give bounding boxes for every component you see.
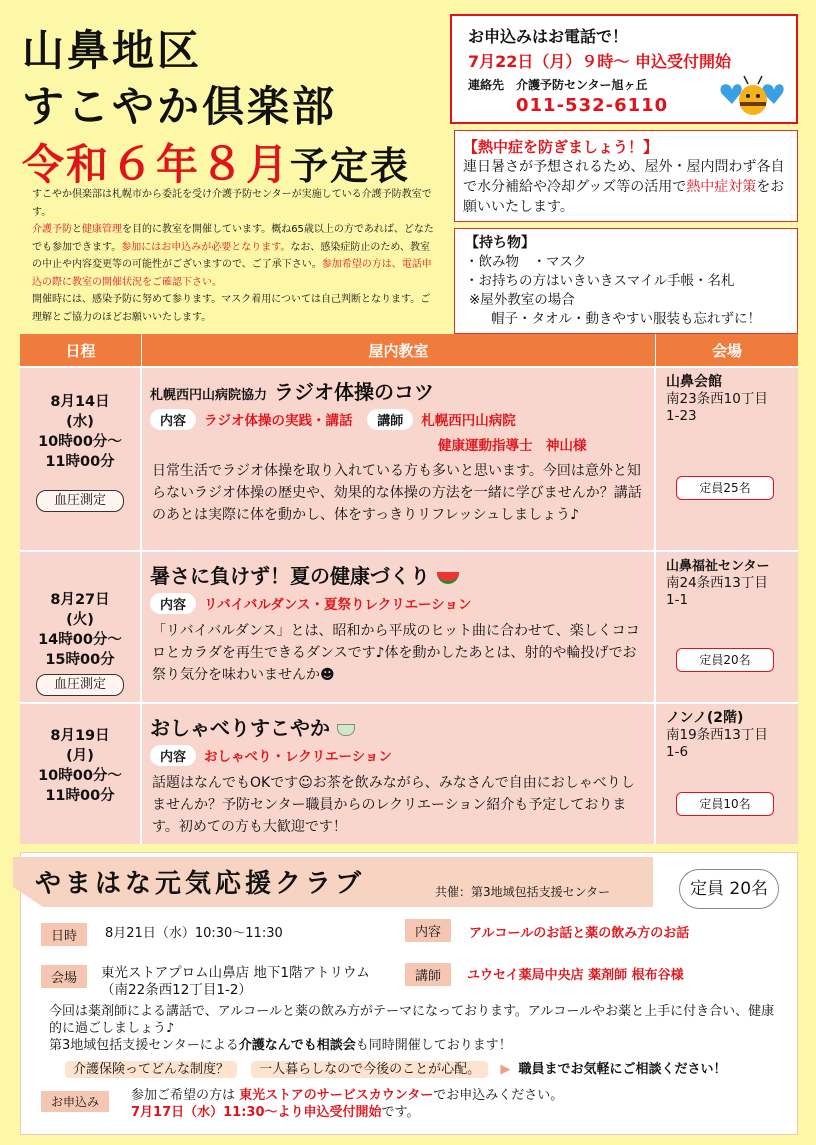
club-apply-label: お申込み — [41, 1091, 109, 1112]
schedule-table — [20, 334, 798, 844]
event-title: おしゃべりすこやか — [150, 712, 654, 741]
venue-name: 山鼻福祉センター — [666, 559, 770, 574]
mascot-bee-icon — [716, 72, 788, 120]
event-date: 8月19日 (月) 10時00分～ 11時00分 — [38, 728, 122, 804]
intro-text: すこやか倶楽部は札幌市から委託を受け介護予防センターが実施している介護予防教室です。 介護予防と健康管理を目的に教室を開催しています。概ね65歳以上の方であれば、どなたでも参加できます。参加にはお申込みが必要となります。なお、感染症防止のため、教室の中止や内容変更等の可能性がございますので、ご了承下さい。参加希望の方は、電話申込の際に教室の開催状況をご確認下さい。 開催時には、感染予防に努めて参ります。マスク着用については自己判断となります。ご理解とご協力のほどお願いいたします。 — [32, 189, 434, 323]
title-line1: 山鼻地区 — [22, 26, 203, 75]
capacity-badge: 定員25名 — [676, 476, 774, 500]
header-date: 日程 — [20, 334, 142, 366]
phone-box — [450, 14, 798, 124]
event-description: 話題はなんでもOKです☺お茶を飲みながら、みなさんで自由におしゃべりしませんか？予防センター職員からのレクリエーション紹介も予定しております。初めての方も大歓迎です！ — [152, 775, 635, 835]
club-section — [20, 852, 798, 1135]
club-description: 今回は薬剤師による講話で、アルコールと薬の飲み方がテーマになっております。アルコールやお薬と上手に付き合い、健康的に過ごしましょう♪ 第3地域包括支援センターによる介護なんでも相談会も同時開催しております！ — [49, 1004, 775, 1053]
event-description: 「リバイバルダンス」とは、昭和から平成のヒット曲に合わせて、楽しくココロとカラダを再生できるダンスです♪体を動かしたあとは、射的や輪投げでお祭り気分を味わいませんか☻ — [152, 623, 640, 683]
club-apply-text: 参加ご希望の方は 東光ストアのサービスカウンターでお申込みください。 7月17日（水）11:30～より申込受付開始です。 — [131, 1088, 564, 1120]
title-line3: 令和６年８月予定表 — [22, 139, 411, 190]
tea-cup-icon — [337, 724, 355, 736]
belongings-item: ※屋外教室の場合 — [469, 292, 575, 308]
belongings-item: ・お持ちの方はいきいきスマイル手帳・名札 — [465, 273, 735, 289]
arrow-right-icon: ▶ — [500, 1062, 511, 1077]
event-lecturer: 札幌西円山病院 — [421, 413, 516, 429]
blood-pressure-badge: 血圧測定 — [36, 674, 124, 696]
club-content-value: アルコールのお話と薬の飲み方のお話 — [469, 926, 690, 941]
club-date-value: 8月21日（水）10:30～11:30 — [105, 926, 283, 941]
capacity-badge: 定員10名 — [676, 792, 774, 816]
lecturer-tag: 講師 — [367, 409, 413, 430]
event-date: 8月27日 (火) 14時00分～ 15時00分 — [38, 592, 122, 668]
club-cohost: 共催：第3地域包括支援センター — [435, 885, 611, 899]
club-lecturer-label: 講師 — [405, 963, 451, 986]
phone-heading: お申込みはお電話で！ — [468, 27, 629, 46]
header-class: 屋内教室 — [142, 334, 656, 366]
venue-address: 南19条西13丁目 — [666, 727, 768, 743]
event-description: 日常生活でラジオ体操を取り入れている方も多いと思います。今回は意外と知らないラジオ体操の歴史や、効果的な体操の方法を一緒に学びませんか？講話のあとは実際に体を動かし、体をすっきりリフレッシュしましょう♪ — [152, 463, 642, 523]
table-row — [20, 702, 798, 844]
table-header — [20, 334, 798, 366]
venue-name: ノンノ(2階) — [666, 710, 744, 726]
header-venue: 会場 — [711, 341, 742, 360]
venue-address: 南24条西13丁目 — [666, 575, 768, 591]
heatstroke-body: 連日暑さが予想されるため、屋外・屋内問わず各自で水分補給や冷却グッズ等の活用で熱中症対策をお願いいたします。 — [463, 159, 785, 215]
heatstroke-box — [454, 130, 798, 222]
watermelon-icon — [437, 572, 459, 584]
event-date: 8月14日 (水) 10時00分～ 11時00分 — [38, 394, 122, 470]
belongings-item: ・飲み物 ・マスク — [465, 254, 587, 270]
content-tag: 内容 — [150, 593, 196, 614]
belongings-heading: 【持ち物】 — [465, 235, 535, 251]
belongings-item: 帽子・タオル・動きやすい服装も忘れずに！ — [491, 311, 761, 327]
table-row — [20, 366, 798, 550]
event-lecturer-title: 健康運動指導士 神山様 — [438, 438, 587, 454]
club-content-label: 内容 — [405, 919, 451, 942]
venue-name: 山鼻会館 — [666, 374, 722, 390]
club-lecturer-value: ユウセイ薬局中央店 薬剤師 根布谷様 — [467, 968, 684, 983]
club-date-label: 日時 — [41, 923, 87, 946]
venue-address: 南23条西10丁目 — [666, 391, 768, 407]
club-venue-value: 東光ストアプロム山鼻店 地下1階アトリウム （南22条西12丁目1-2） — [101, 965, 370, 998]
event-title: 暑さに負けず！夏の健康づくり — [150, 560, 654, 589]
heatstroke-heading: 【熱中症を防ぎましょう！】 — [463, 138, 659, 156]
title-line2: すこやか倶楽部 — [22, 82, 338, 131]
club-venue-label: 会場 — [41, 965, 87, 988]
belongings-box — [454, 228, 798, 334]
venue-address: 1-1 — [666, 592, 689, 608]
content-tag: 内容 — [150, 409, 196, 430]
capacity-badge: 定員20名 — [676, 648, 774, 672]
event-content: リバイバルダンス・夏祭りレクリエーション — [204, 597, 472, 613]
phone-number: 011-532-6110 — [516, 95, 669, 116]
table-row — [20, 550, 798, 702]
event-content: ラジオ体操の実践・講話 — [204, 413, 353, 429]
venue-address: 1-6 — [666, 744, 689, 760]
phone-open: 7月22日（月）９時～ 申込受付開始 — [468, 52, 731, 71]
event-content: おしゃべり・レクリエーション — [204, 749, 392, 765]
phone-contact: 連絡先 介護予防センター旭ヶ丘 — [468, 78, 648, 92]
content-tag: 内容 — [150, 745, 196, 766]
event-title: 札幌西円山病院協力 ラジオ体操のコツ — [150, 380, 434, 404]
club-title: やまはな元気応援クラブ — [35, 869, 366, 899]
blood-pressure-badge: 血圧測定 — [36, 490, 124, 512]
venue-address: 1-23 — [666, 408, 697, 424]
club-consult-row: 介護保険ってどんな制度？ 一人暮らしなので今後のことが心配。 ▶ 職員までお気軽にご相談ください！ — [65, 1061, 795, 1078]
club-capacity: 定員 20名 — [679, 869, 779, 909]
